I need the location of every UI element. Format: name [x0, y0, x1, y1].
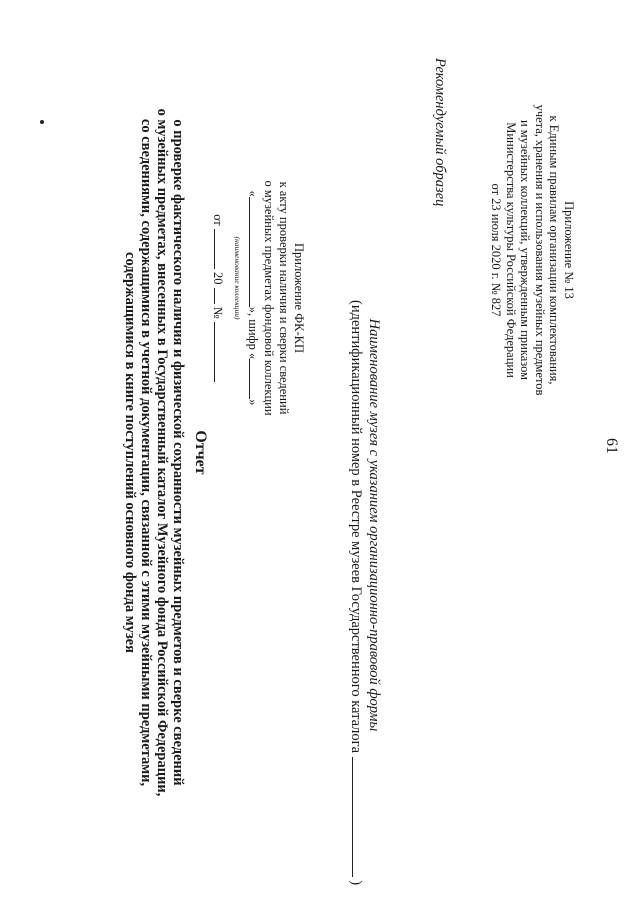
- appendix-line: учета, хранения и использования музейных предметов: [533, 104, 547, 396]
- report-line: содержащимися в книге поступлений основного фонда музея: [122, 252, 138, 653]
- report-line: о проверке фактического наличия и физической сохранности музейных предметов и сверке сведений: [170, 119, 186, 786]
- museum-id-text: (идентификационный номер в Реестре музеев Государственного каталога: [348, 300, 364, 754]
- fk-collection-line: [245, 148, 261, 448]
- page-number: 61: [603, 438, 620, 454]
- collection-caption: (наименование коллекции): [233, 236, 242, 320]
- fk-appendix-line: к акту проверки наличия и сверки сведений: [277, 181, 291, 415]
- date-year-blank: [214, 288, 226, 304]
- quote-end: »: [246, 399, 260, 406]
- quote-open: «: [246, 190, 260, 197]
- date-year: 20: [211, 272, 225, 285]
- museum-id-line: [347, 300, 365, 886]
- date-number-blank: [214, 322, 226, 382]
- fk-appendix-title: Приложение ФК-КП: [292, 243, 306, 353]
- report-heading: Отчет: [192, 430, 209, 475]
- date-from-label: от: [211, 214, 225, 226]
- fk-appendix-line: о музейных предметах фондовой коллекции: [262, 180, 276, 416]
- recommended-sample-label: Рекомендуемый образец: [432, 58, 448, 207]
- report-line: о музейных предметах, внесенных в Государственный каталог Музейного фонда Российской Федерации,: [154, 108, 170, 797]
- appendix-line: от 23 июля 2020 г. № 827: [489, 183, 504, 317]
- museum-name-line: Наименование музея с указанием организационно-правовой формы: [366, 318, 382, 732]
- date-number-label: №: [211, 306, 225, 319]
- scan-speck: [40, 120, 44, 124]
- appendix-line: к Единым правилам организации комплектования,: [547, 115, 562, 385]
- museum-id-blank: [352, 757, 364, 877]
- museum-id-close: ): [348, 880, 364, 886]
- appendix-line: Приложение № 13: [562, 201, 576, 299]
- museum-name-block: [347, 300, 383, 886]
- appendix-line: Министерства культуры Российской Федерации: [504, 122, 518, 378]
- cipher-blank: [249, 359, 261, 399]
- fk-appendix-block: [210, 148, 306, 448]
- fk-date-line: [210, 148, 226, 448]
- report-line: со сведениями, содержащимися в учетной документации, связанной с этими музейными предметами,: [138, 118, 154, 787]
- cipher-label: », шифр «: [246, 306, 260, 360]
- collection-blank: [249, 197, 261, 307]
- appendix-line: и музейных коллекций, утвержденным приказом: [518, 119, 533, 381]
- appendix-block: [489, 85, 576, 415]
- report-title-block: [122, 40, 208, 865]
- date-day-blank: [214, 229, 226, 269]
